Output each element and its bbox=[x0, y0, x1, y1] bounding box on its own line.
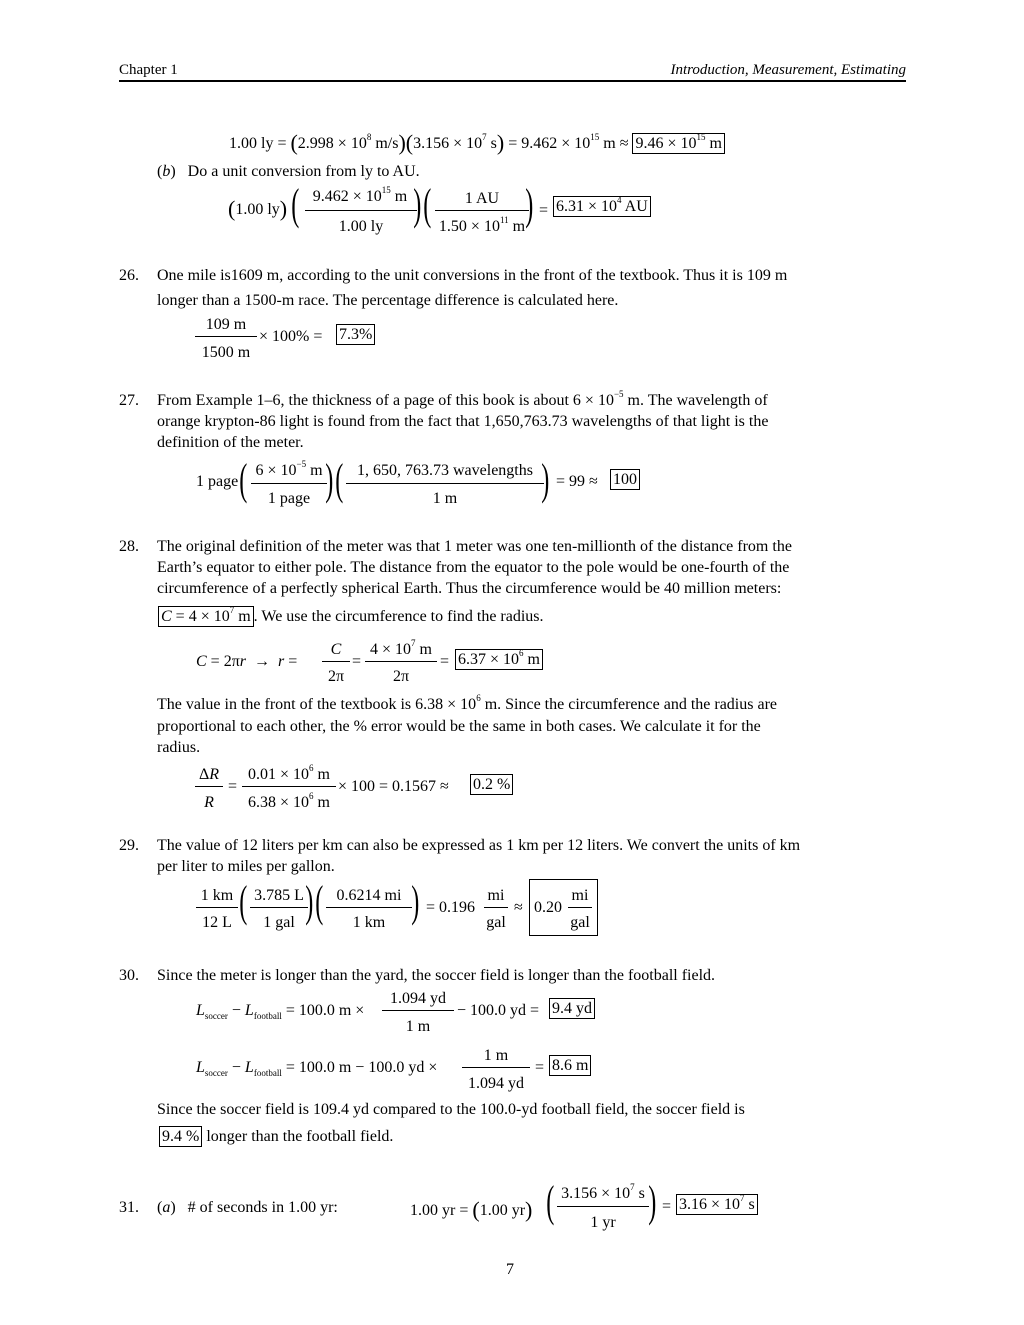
chapter-title: Introduction, Measurement, Estimating bbox=[670, 62, 906, 78]
p31-part-a: (a) # of seconds in 1.00 yr: bbox=[157, 1199, 338, 1216]
answer-box: $9.46 \times 10^{15}$ m bbox=[632, 133, 724, 154]
p28-frac3: $0.01 \times 10^6$ m bbox=[248, 763, 330, 783]
p27-line1: From Example 1–6, the thickness of a page of this book is about $6 \times 10^{-5}$ m. The wavelength of bbox=[157, 389, 768, 409]
p28-line1: The original definition of the meter was that 1 meter was one ten-millionth of the distance from the bbox=[157, 538, 792, 555]
p30-eq1-frac: 1.094 yd bbox=[390, 990, 446, 1007]
p28-frac2: $4 \times 10^7$ m bbox=[370, 638, 432, 658]
eq-lightyear: 1.00 ly = ($2.998 \times 10^8$ $m/s)(3.156 \times 10^7$ $s) = 9.462 \times 10^{15}$ $m \approx 9.46 \times 10^{15}$ m bbox=[229, 132, 725, 154]
p31-answer: $3.16 \times 10^7$ s bbox=[676, 1197, 758, 1213]
p28-frac1: C bbox=[330, 641, 342, 658]
p30-line1: Since the meter is longer than the yard, the soccer field is longer than the football field. bbox=[157, 967, 716, 984]
problem-number: 30. bbox=[119, 967, 139, 984]
p28-line5: The value in the front of the textbook is $6.38 \times 10^6$ m. Since the circumference and the radius are bbox=[157, 693, 777, 713]
page-number: 7 bbox=[506, 1261, 514, 1278]
part-b-text: (b) Do a unit conversion from ly to AU. bbox=[157, 163, 420, 180]
p26-line2: longer than a 1500-m race. The percentage difference is calculated here. bbox=[157, 292, 619, 309]
p31-eq-lhs: 1.00 yr = (1.00 yr) bbox=[410, 1197, 533, 1222]
p27-line2: orange krypton-86 light is found from the fact that 1,650,763.73 wavelengths of that light is the bbox=[157, 413, 769, 430]
p30-line3: 9.4 % longer than the football field. bbox=[159, 1126, 393, 1147]
problem-number: 27. bbox=[119, 392, 139, 409]
p28-line2: Earth’s equator to either pole. The distance from the equator to the pole would be one-fourth of the bbox=[157, 559, 790, 576]
p29-line1: The value of 12 liters per km can also be expressed as 1 km per 12 liters. We convert the units of km bbox=[157, 837, 801, 854]
p30-line2: Since the soccer field is 109.4 yd compared to the 100.0-yd football field, the soccer field is bbox=[157, 1101, 745, 1118]
header-rule bbox=[119, 80, 906, 82]
p27-frac1: $6 \times 10^{-5}$ m bbox=[255, 459, 323, 479]
part-b-frac1: $9.462 \times 10^{15}$ m bbox=[312, 185, 408, 205]
p28-boxed-c: $C = 4 \times 10^7$ m . We use the circumference to find the radius. bbox=[158, 609, 544, 625]
p27-line3: definition of the meter. bbox=[157, 434, 304, 451]
p28-err-frac: ΔR bbox=[198, 766, 220, 783]
part-b-answer: $6.31 \times 10^4$ AU bbox=[553, 199, 651, 215]
p28-answer2: 0.2 % bbox=[470, 777, 513, 793]
p31-frac: $3.156 \times 10^7$ s bbox=[561, 1182, 645, 1202]
p26-line1: One mile is1609 m, according to the unit conversions in the front of the textbook. Thus it is 109 m bbox=[157, 267, 788, 284]
p29-frac1: 1 km bbox=[200, 887, 234, 904]
p26-frac: 109 m bbox=[205, 316, 247, 333]
p30-answer2: 8.6 m bbox=[549, 1058, 591, 1074]
p28-line7: radius. bbox=[157, 739, 201, 756]
p28-line3: circumference of a perfectly spherical Earth. Thus the circumference would be 40 million meters: bbox=[157, 580, 782, 597]
p28-answer: $6.37 \times 10^6$ m bbox=[455, 652, 543, 668]
p27-answer: 100 bbox=[610, 472, 640, 488]
problem-number: 26. bbox=[119, 267, 139, 284]
p30-eq1-lhs: $L_{soccer} - L_{football} = 100.0$ m × bbox=[196, 1002, 365, 1021]
p26-answer: 7.3% bbox=[336, 327, 375, 343]
p30-eq2-frac: 1 m bbox=[483, 1047, 509, 1064]
problem-number: 29. bbox=[119, 837, 139, 854]
p27-frac2: 1, 650, 763.73 wavelengths bbox=[357, 462, 533, 479]
p28-eq-lhs: C = 2πr → r = bbox=[196, 653, 298, 670]
problem-number: 28. bbox=[119, 538, 139, 555]
part-b-frac2: 1 AU bbox=[464, 190, 500, 207]
p30-answer1: 9.4 yd bbox=[549, 1001, 595, 1017]
p30-eq2-lhs: $L_{soccer} - L_{football} = 100.0$ m − 100.0 yd × bbox=[196, 1059, 438, 1078]
chapter-label: Chapter 1 bbox=[119, 62, 178, 78]
problem-number: 31. bbox=[119, 1199, 139, 1216]
p29-answer: 0.20 bbox=[534, 899, 562, 916]
part-b-lhs: (1.00 ly) bbox=[228, 196, 288, 221]
p29-frac3: 0.6214 mi bbox=[336, 887, 402, 904]
p28-line6: proportional to each other, the % error would be the same in both cases. We calculate it for the bbox=[157, 718, 761, 735]
p29-frac2: 3.785 L bbox=[254, 887, 304, 904]
p29-line2: per liter to miles per gallon. bbox=[157, 858, 335, 875]
